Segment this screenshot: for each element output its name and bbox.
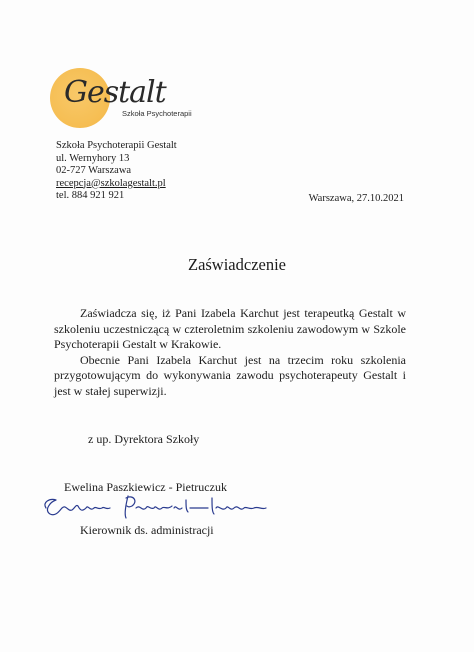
address-school: Szkoła Psychoterapii Gestalt	[56, 140, 177, 151]
logo-brand: Gestalt	[64, 75, 166, 110]
handwritten-signature	[40, 486, 270, 526]
letter-body	[54, 306, 406, 399]
signatory-name: Ewelina Paszkiewicz - Pietruczuk	[64, 480, 227, 494]
sender-address	[56, 140, 177, 203]
on-behalf-line: z up. Dyrektora Szkoły	[88, 432, 200, 446]
signatory-position: Kierownik ds. administracji	[80, 523, 214, 537]
body-paragraph-2: Obecnie Pani Izabela Karchut jest na trzecim roku szkolenia przygotowującym do wykonywania zawodu psychoterapeuty Gestalt i jest w stałej superwizji.	[54, 352, 406, 398]
logo-subtitle: Szkoła Psychoterapii	[122, 109, 192, 118]
address-city: 02-727 Warszawa	[56, 165, 132, 176]
address-phone: tel. 884 921 921	[56, 190, 125, 201]
document-title: Zaświadczenie	[187, 255, 287, 274]
letter-date: Warszawa, 27.10.2021	[308, 193, 404, 204]
body-paragraph-1: Zaświadcza się, iż Pani Izabela Karchut jest terapeutką Gestalt w szkoleniu uczestniczącą w czteroletnim szkoleniu zawodowym w Szkole Psychoterapii Gestalt w Krakowie.	[54, 306, 406, 351]
gestalt-logo	[50, 68, 192, 128]
address-email[interactable]: recepcja@szkolagestalt.pl	[56, 177, 166, 189]
address-street: ul. Wernyhory 13	[56, 152, 130, 164]
